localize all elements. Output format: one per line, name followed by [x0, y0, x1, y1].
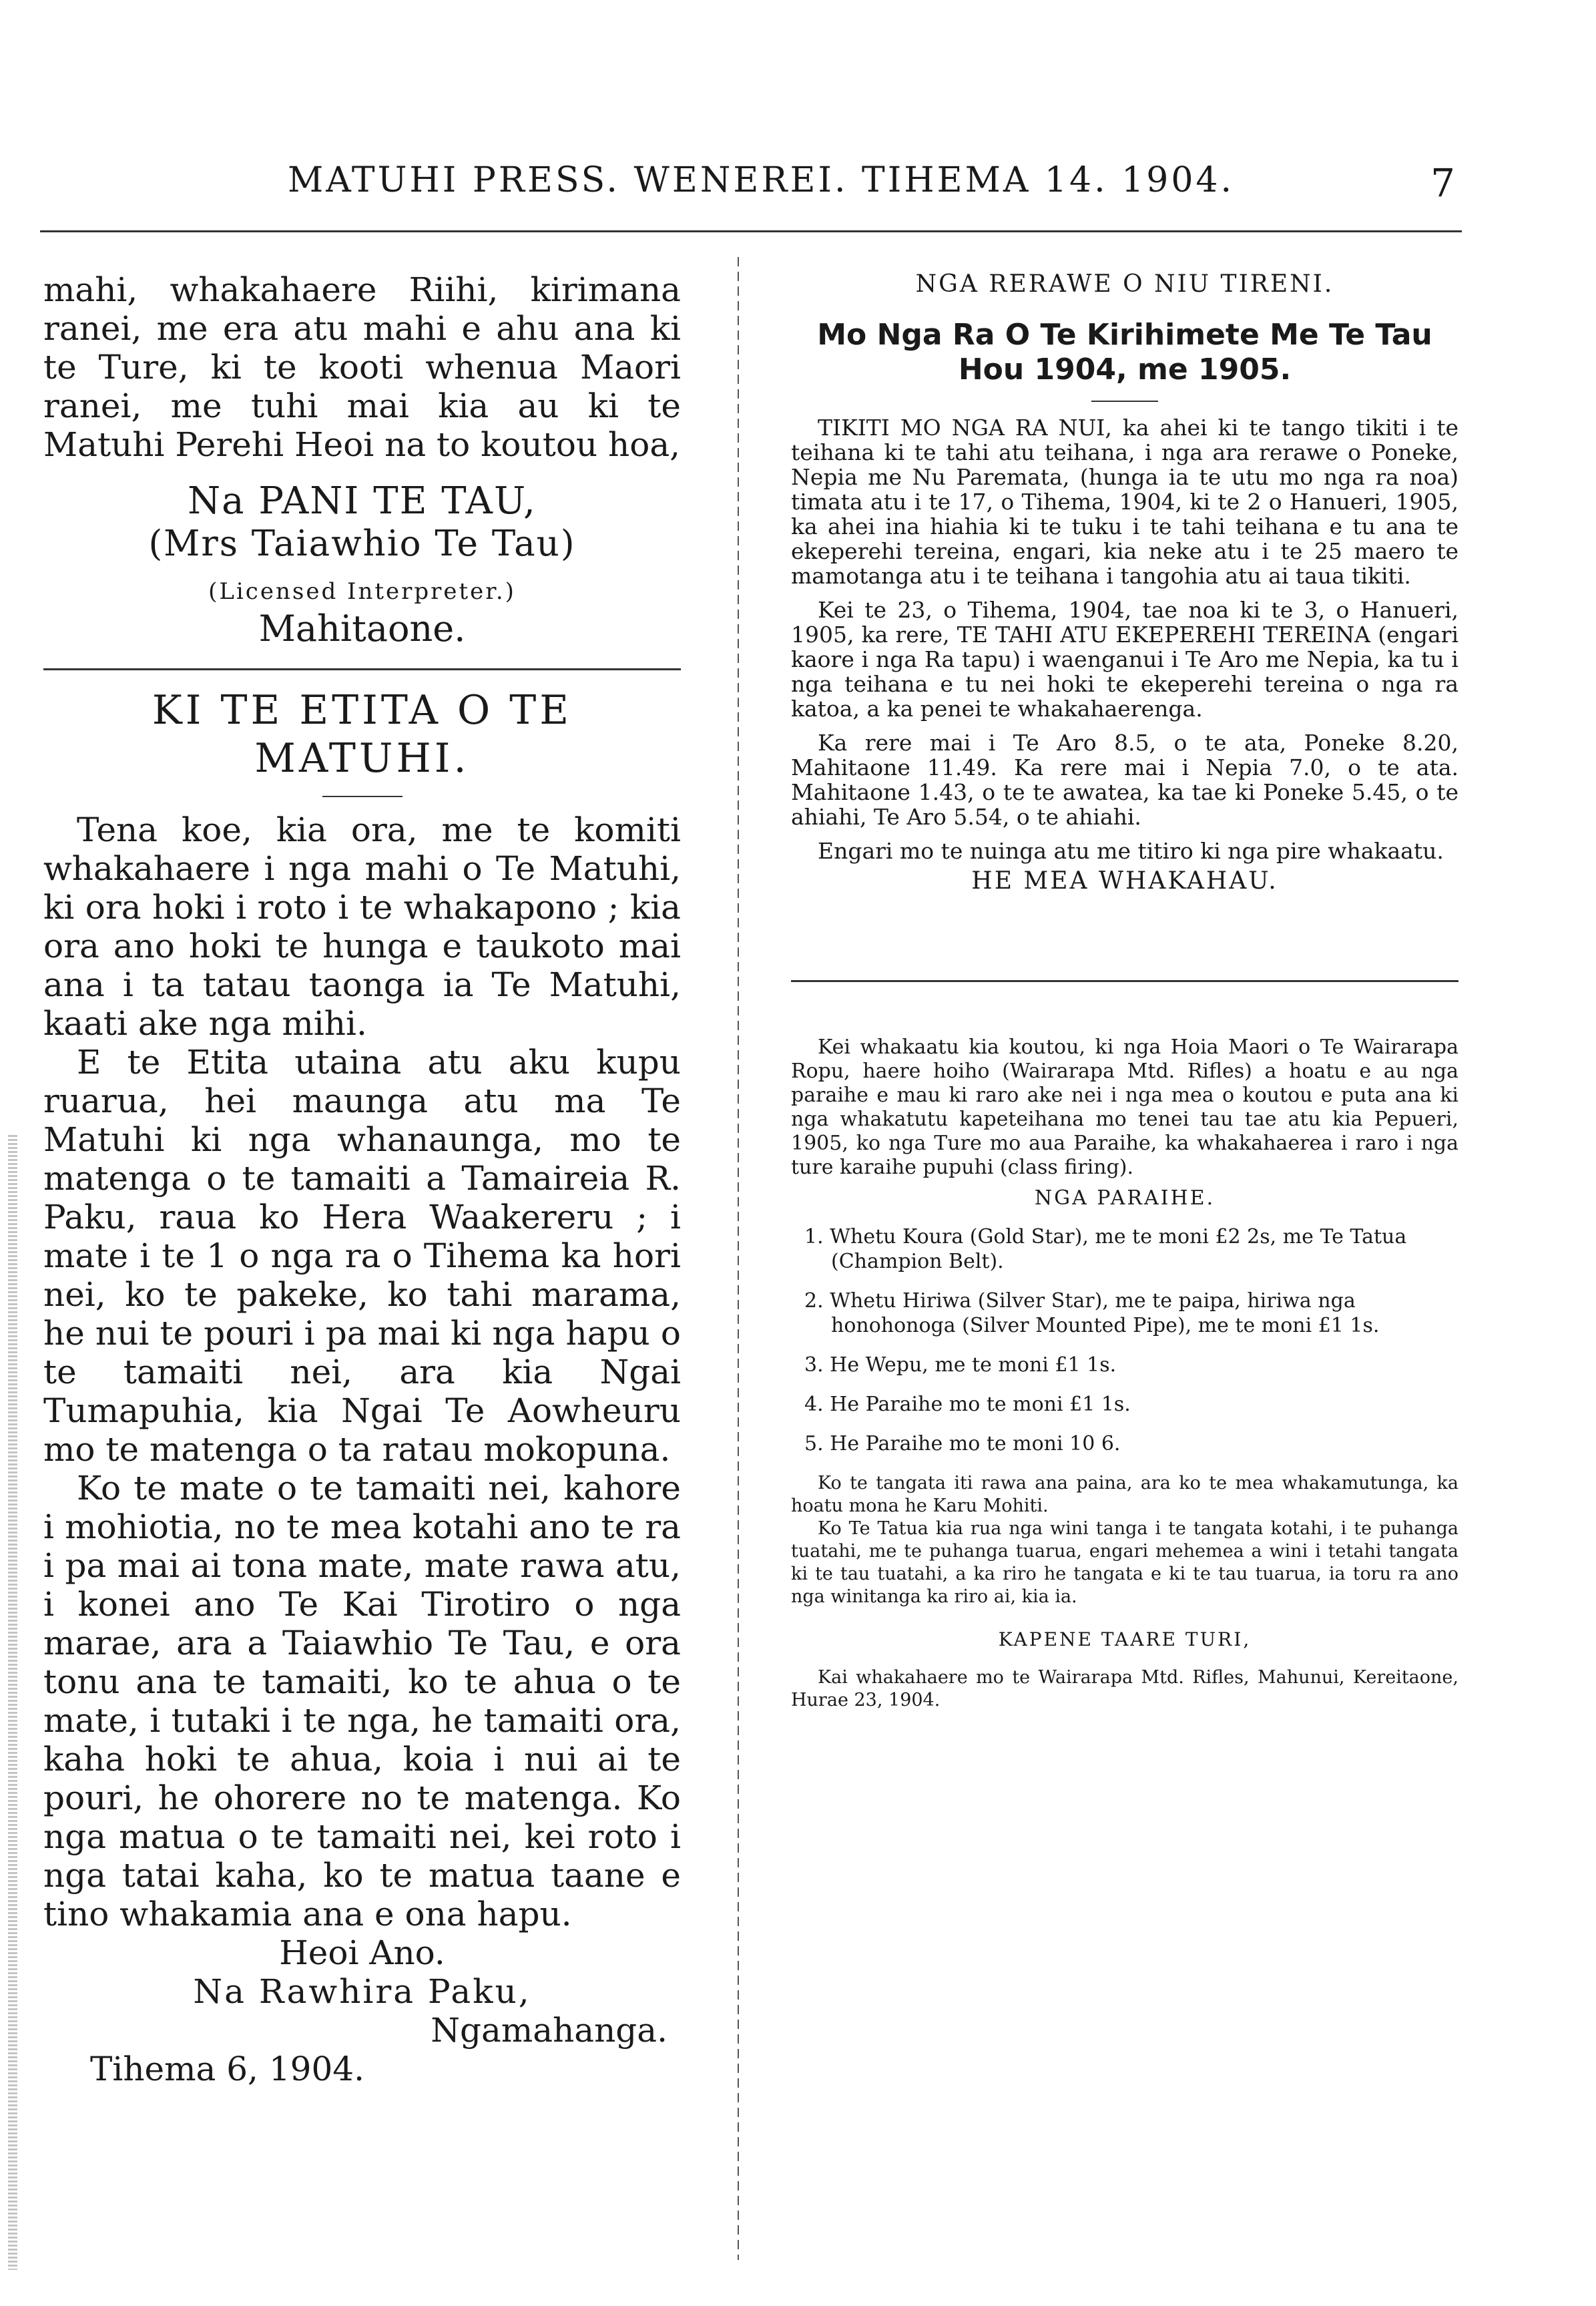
- railway-paragraph: Ka rere mai i Te Aro 8.5, o te ata, Poneke 8.20, Mahitaone 11.49. Ka rere mai i Nepia 7.0, o te ata. Mahitaone 1.43, o te te awatea, ka tae ki Poneke 5.45, o te ahiahi, Te Aro 5.54, o te ahiahi.: [791, 730, 1458, 830]
- prize-item: 4. He Paraihe mo te moni £1 1s.: [804, 1393, 1131, 1416]
- railway-authority: HE MEA WHAKAHAU.: [971, 867, 1278, 895]
- letter-paragraph: Ko te mate o te tamaiti nei, kahore i mohiotia, no te mea kotahi ano te ra i pa mai ai tona mate, mate rawa atu, i konei ano Te Kai Tirotiro o nga marae, ara a Taiawhio Te Tau, e ora tonu ana te tamaiti, ko te ahua o te mate, i tutaki i te nga, he tamaiti ora, kaha hoki te ahua, koia i nui ai te pouri, he ohorere no te matenga. Ko nga matua o te tamaiti nei, kei roto i nga tatai kaha, ko te matua taane e tino whakamia ana e ona hapu.: [43, 1469, 681, 1933]
- rifles-rules: [791, 1472, 1458, 1608]
- closing-date: Tihema 6, 1904.: [90, 2050, 364, 2088]
- letter-body: [43, 811, 681, 1933]
- section-title: KI TE ETITA O TE MATUHI.: [152, 687, 573, 782]
- prize-item: 5. He Paraihe mo te moni 10 6.: [804, 1432, 1121, 1455]
- page-number: 7: [1430, 160, 1455, 206]
- prize-item: 3. He Wepu, me te moni £1 1s.: [804, 1353, 1117, 1377]
- railway-title: Mo Nga Ra O Te Kirihimete Me Te Tau Hou 1904, me 1905.: [817, 318, 1432, 387]
- prize-item: 1. Whetu Koura (Gold Star), me te moni £2 2s, me Te Tatua (Champion Belt).: [804, 1225, 1407, 1273]
- intro-paragraph: mahi, whakahaere Riihi, kirimana ranei, me era atu mahi e ahu ana ki te Ture, ki te kooti whenua Maori ranei, me tuhi mai kia au ki te Matuhi Perehi Heoi na to koutou hoa,: [43, 270, 681, 464]
- closing-heoi-ano: Heoi Ano.: [279, 1933, 445, 1972]
- railway-paragraph: TIKITI MO NGA RA NUI, ka ahei ki te tango tikiti i te teihana ki te tahi atu teihana, i nga ara rerawe o Poneke, Nepia me Nu Paremata, (hunga ia te utu mo nga ra noa) timata atu i te 17, o Tihema, 1904, ki te 2 o Hanueri, 1905, ka ahei ina hiahia ki te tuku i te tahi teihana e tu ana te ekeperehi tereina, engari, kia neke atu i te 25 maero te mamotanga atu i te teihana i tangohia atu ai taua tikiti.: [791, 415, 1458, 589]
- signature-wife: (Mrs Taiawhio Te Tau): [148, 523, 576, 564]
- letter-paragraph: Tena koe, kia ora, me te komiti whakahaere i nga mahi o Te Matuhi, ki ora hoki i roto i te whakapono ; kia ora ano hoki te hunga e taukoto mai ana i ta tatau taonga ia Te Matuhi, kaati ake nga mihi.: [43, 811, 681, 1043]
- rifles-signature: KAPENE TAARE TURI,: [998, 1628, 1252, 1650]
- rifles-intro: Kei whakaatu kia koutou, ki nga Hoia Maori o Te Wairarapa Ropu, haere hoiho (Wairarapa Mtd. Rifles) a hoatu e au nga paraihe e mau ki raro ake nei i nga mea o koutou e puta ana ki nga whakatutu kapeteihana mo tenei tau tae atu kia Pepueri, 1905, ko nga Ture mo aua Paraihe, ka whakahaerea i raro i nga ture karaihe pupuhi (class firing).: [791, 1035, 1458, 1179]
- section-rule: [791, 980, 1458, 982]
- header-rule: [40, 230, 1462, 232]
- railway-paragraph: Engari mo te nuinga atu me titiro ki nga pire whakaatu.: [818, 838, 1444, 864]
- prize-item: 2. Whetu Hiriwa (Silver Star), me te paipa, hiriwa nga honohonoga (Silver Mounted Pipe), me te moni £1 1s.: [804, 1289, 1380, 1337]
- section-rule: [43, 668, 681, 670]
- signature-role: (Licensed Interpreter.): [208, 578, 516, 605]
- railway-paragraph: Kei te 23, o Tihema, 1904, tae noa ki te 3, o Hanueri, 1905, ka rere, TE TAHI ATU EKEPEREHI TEREINA (engari kaore i nga Ra tapu) i waenganui i Te Aro me Nepia, ka tu i nga teihana e tu nei hoki te ekeperehi tereina o nga ra katoa, a ka penei te whakahaerenga.: [791, 597, 1458, 722]
- signature-name: Na PANI TE TAU,: [188, 479, 537, 523]
- column-divider: [738, 257, 739, 2260]
- rules-paragraph: Ko Te Tatua kia rua nga wini tanga i te tangata kotahi, i te puhanga tuatahi, me te puhanga tuarua, engari mehemea a wini i tetahi tangata ki te tau tuatahi, a ka riro he tangata e ki te tau tuarua, ia toru ra ano nga winitanga ka riro ai, kia ia.: [791, 1518, 1458, 1607]
- right-column: [791, 270, 1458, 1712]
- interpreter-signature: [43, 480, 681, 650]
- page-edge-binding: [8, 1135, 17, 2270]
- rifles-signature-title: Kai whakahaere mo te Wairarapa Mtd. Rifles, Mahunui, Kereitaone, Hurae 23, 1904.: [791, 1667, 1458, 1710]
- short-rule: [322, 796, 403, 797]
- short-rule: [1091, 401, 1158, 402]
- prizes-heading: NGA PARAIHE.: [1034, 1186, 1216, 1210]
- page-header: [53, 160, 1469, 214]
- rules-paragraph: Ko te tangata iti rawa ana paina, ara ko te mea whakamutunga, ka hoatu mona he Karu Mohiti.: [791, 1473, 1458, 1516]
- left-column: [43, 270, 681, 2088]
- rifles-notice: [791, 1035, 1458, 1712]
- railway-notice: [791, 415, 1458, 893]
- railway-heading: NGA RERAWE O NIU TIRENI.: [915, 270, 1334, 298]
- closing-place: Ngamahanga.: [431, 2011, 668, 2050]
- masthead-title: MATUHI PRESS. WENEREI. TIHEMA 14. 1904.: [287, 160, 1235, 200]
- letter-paragraph: E te Etita utaina atu aku kupu ruarua, hei maunga atu ma Te Matuhi ki nga whanaunga, mo te matenga o te tamaiti a Tamaireia R. Paku, raua ko Hera Waakereru ; i mate i te 1 o nga ra o Tihema ka hori nei, ko te pakeke, ko tahi marama, he nui te pouri i pa mai ki nga hapu o te tamaiti nei, ara kia Ngai Tumapuhia, kia Ngai Te Aowheuru mo te matenga o ta ratau mokopuna.: [43, 1043, 681, 1469]
- closing-signature: Na Rawhira Paku,: [193, 1972, 531, 2011]
- letter-closing: [43, 1933, 681, 2088]
- signature-place: Mahitaone.: [258, 608, 466, 650]
